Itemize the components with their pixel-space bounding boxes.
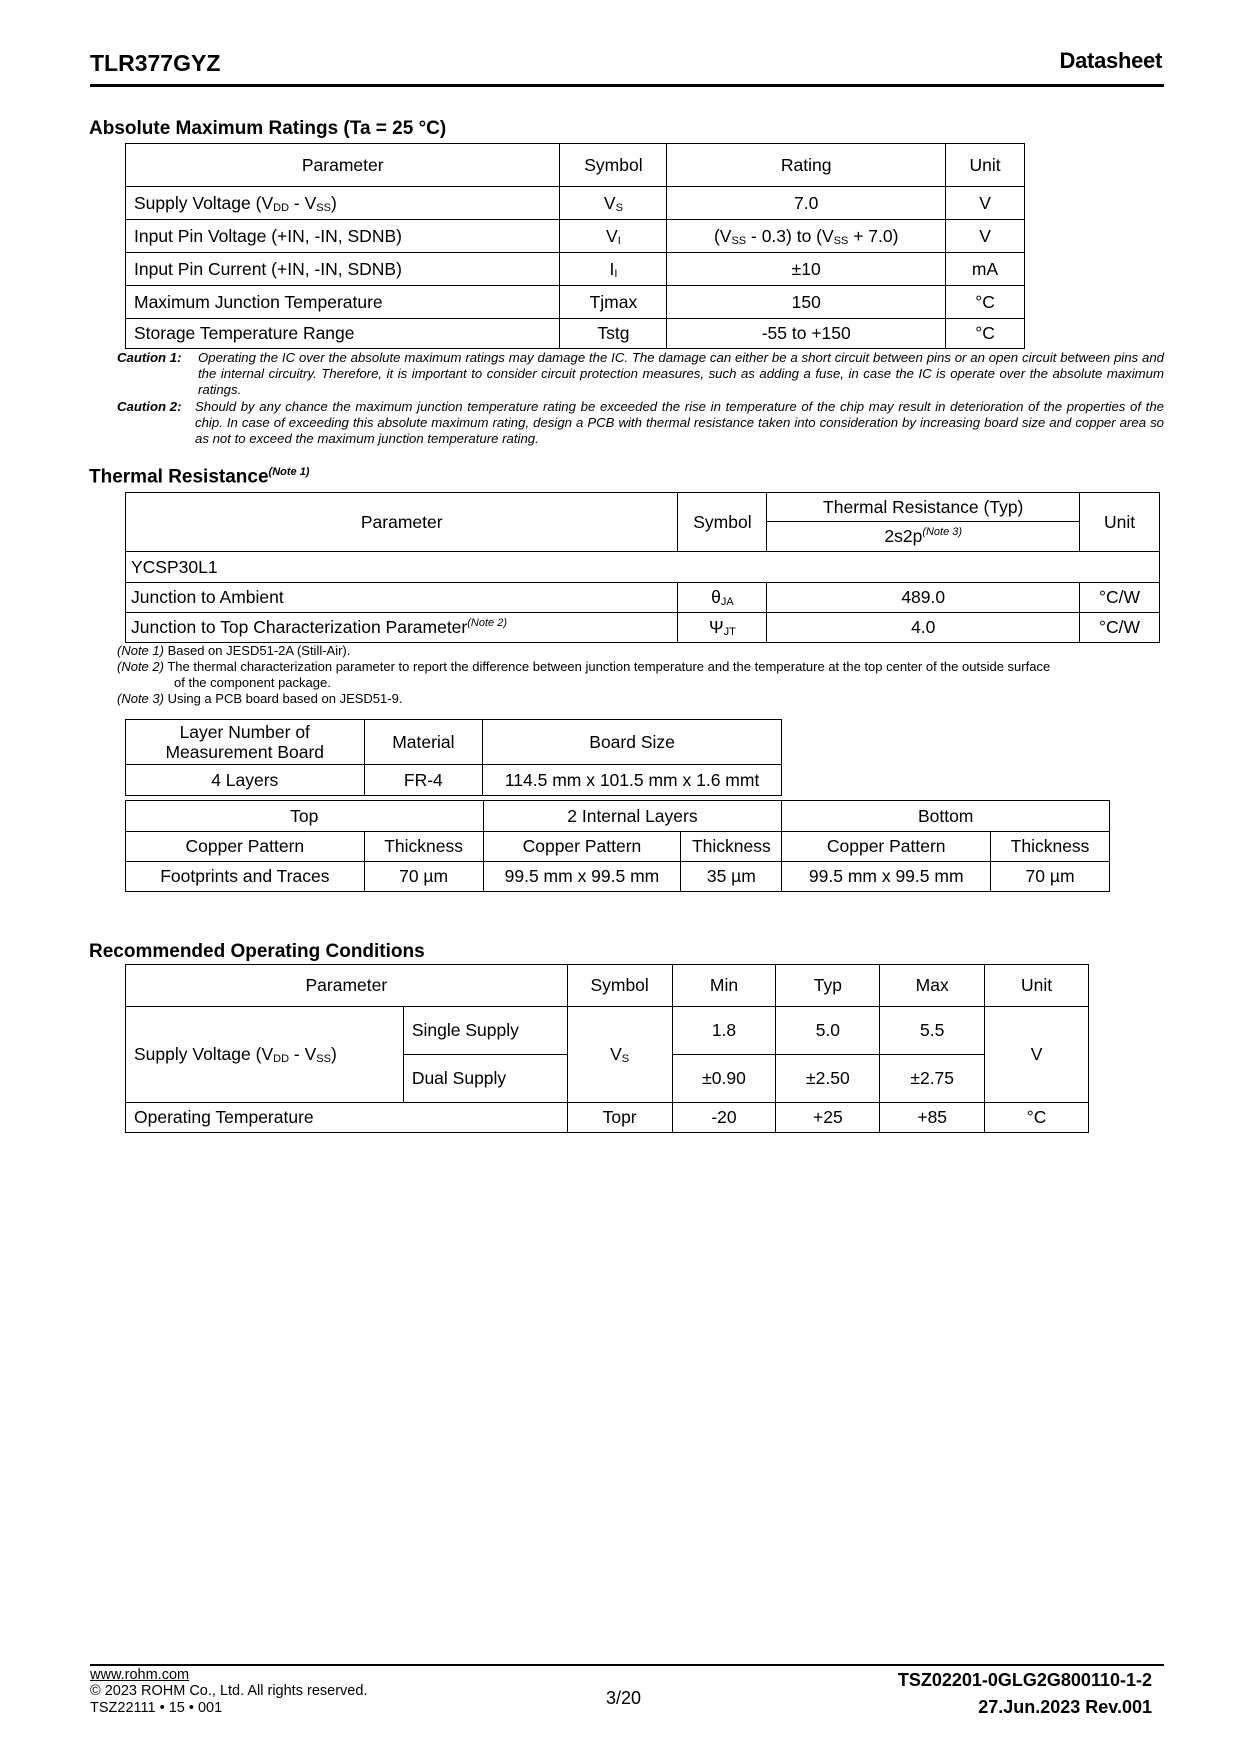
unit-cell: °C: [946, 319, 1025, 349]
symbol-cell: $\theta_{JA}$: [678, 583, 767, 613]
note-2-cont: of the component package.: [174, 675, 331, 690]
material-cell: FR-4: [364, 765, 483, 796]
group-header: Bottom: [782, 801, 1110, 832]
thermal-title: Thermal Resistance$^{(Note 1)}$: [89, 466, 310, 488]
max-cell: +85: [880, 1103, 985, 1133]
group-header: Top: [126, 801, 484, 832]
param-cell: Input Pin Current (+IN, -IN, SDNB): [126, 253, 560, 286]
col-header: Parameter: [126, 965, 568, 1007]
symbol-cell: Topr: [567, 1103, 672, 1133]
value-cell: 99.5 mm x 99.5 mm: [782, 862, 991, 892]
table-row: [126, 613, 1160, 643]
col-header: Min: [672, 965, 776, 1007]
table-header-row: [126, 832, 1110, 862]
symbol-cell: $V_I$: [560, 220, 667, 253]
symbol-cell: $I_I$: [560, 253, 667, 286]
min-cell: ±0.90: [672, 1055, 776, 1103]
symbol-cell: $\Psi_{JT}$: [678, 613, 767, 643]
value-cell: 35 µm: [681, 862, 782, 892]
rec-op-table: [125, 964, 1089, 1133]
abs-max-table: [125, 143, 1025, 349]
package-cell: YCSP30L1: [126, 552, 1160, 583]
value-cell: 70 µm: [991, 862, 1110, 892]
note-ref: (Note 1): [268, 466, 310, 478]
col-header: Parameter: [126, 144, 560, 187]
unit-cell: V: [985, 1007, 1089, 1103]
rating-cell: 7.0: [667, 187, 946, 220]
typ-cell: +25: [776, 1103, 880, 1133]
param-cell: Maximum Junction Temperature: [126, 286, 560, 319]
col-header: Unit: [1080, 493, 1160, 552]
col-header: Symbol: [567, 965, 672, 1007]
table-row: [126, 253, 1025, 286]
doc-code: TSZ22111 • 15 • 001: [90, 1700, 223, 1716]
col-header: Typ: [776, 965, 880, 1007]
col-header: Material: [364, 720, 483, 765]
unit-cell: °C: [985, 1103, 1089, 1133]
table-header-row: [126, 493, 1160, 522]
table-row: [126, 583, 1160, 613]
table-header-row: [126, 720, 782, 765]
rating-cell: -55 to +150: [667, 319, 946, 349]
col-header: Unit: [985, 965, 1089, 1007]
caution-text: Operating the IC over the absolute maximum ratings may damage the IC. The damage can either be a short circuit between pins or an open circuit between pins and the internal circuitry. Therefore, it is important to consider circuit protection measures, such as adding a fuse, in case the IC is operate over the absolute maximum ratings.: [198, 350, 1164, 397]
col-header: Layer Number of Measurement Board: [126, 720, 365, 765]
col-header: Symbol: [678, 493, 767, 552]
unit-cell: mA: [946, 253, 1025, 286]
layers-cell: 4 Layers: [126, 765, 365, 796]
typ-cell: 5.0: [776, 1007, 880, 1055]
table-row: [126, 1007, 1089, 1055]
max-cell: ±2.75: [880, 1055, 985, 1103]
website-link[interactable]: www.rohm.com: [90, 1667, 190, 1683]
col-header: Copper Pattern: [782, 832, 991, 862]
table-header-row: [126, 965, 1089, 1007]
rating-cell: ±10: [667, 253, 946, 286]
col-header: Symbol: [560, 144, 667, 187]
caution-text: Should by any chance the maximum junction temperature rating be exceeded the rise in temperature of the chip may result in deterioration of the properties of the chip. In case of exceeding this absolute maximum rating, design a PCB with thermal resistance taken into consideration by increasing board size and copper area so as not to exceed the maximum junction temperature rating.: [195, 399, 1164, 446]
part-number: TLR377GYZ: [90, 50, 221, 76]
max-cell: 5.5: [880, 1007, 985, 1055]
table-header-row: [126, 801, 1110, 832]
symbol-cell: Tstg: [560, 319, 667, 349]
typ-cell: ±2.50: [776, 1055, 880, 1103]
thermal-notes: [117, 643, 1164, 707]
copyright: © 2023 ROHM Co., Ltd. All rights reserved.: [90, 1683, 368, 1699]
param-cell: Supply Voltage $(V_{DD} - V_{SS})$: [126, 1007, 404, 1103]
doc-type: Datasheet: [1059, 48, 1162, 73]
unit-cell: °C: [946, 286, 1025, 319]
caution-2: [117, 399, 1164, 447]
table-row: [126, 552, 1160, 583]
note-3: (Note 3) Using a PCB board based on JESD51-9.: [117, 691, 403, 706]
param-cell: Operating Temperature: [126, 1103, 568, 1133]
date-revision: 27.Jun.2023 Rev.001: [978, 1697, 1152, 1717]
param-cell: Storage Temperature Range: [126, 319, 560, 349]
footer-divider: [90, 1664, 1164, 1666]
col-header: Thickness: [681, 832, 782, 862]
unit-cell: °C/W: [1080, 583, 1160, 613]
caution-1: [117, 350, 1164, 398]
min-cell: -20: [672, 1103, 776, 1133]
param-cell: Junction to Ambient: [126, 583, 678, 613]
symbol-cell: Tjmax: [560, 286, 667, 319]
layers-table: [125, 800, 1110, 892]
table-row: [126, 765, 782, 796]
header-divider: [90, 84, 1164, 87]
value-cell: 99.5 mm x 99.5 mm: [483, 862, 681, 892]
param-cell: Junction to Top Characterization Parameter$^{(Note 2)}$: [126, 613, 678, 643]
min-cell: 1.8: [672, 1007, 776, 1055]
col-subheader: $2s2p^{(Note 3)}$: [767, 522, 1080, 552]
table-header-row: [126, 144, 1025, 187]
symbol-cell: $V_S$: [567, 1007, 672, 1103]
table-row: [126, 319, 1025, 349]
caution-label: Caution 1:: [117, 350, 182, 365]
col-header-group: Thermal Resistance (Typ): [767, 493, 1080, 522]
doc-id: TSZ02201-0GLG2G800110-1-2: [897, 1670, 1152, 1690]
note-1: (Note 1) Based on JESD51-2A (Still-Air).: [117, 643, 351, 658]
unit-cell: °C/W: [1080, 613, 1160, 643]
table-row: [126, 187, 1025, 220]
unit-cell: V: [946, 220, 1025, 253]
note-2: (Note 2) The thermal characterization parameter to report the difference between junction temperature and the temperature at the top center of the outside surface: [117, 659, 1051, 674]
value-cell: 489.0: [767, 583, 1080, 613]
page-number: 3/20: [606, 1688, 642, 1708]
col-header: Unit: [946, 144, 1025, 187]
col-header: Thickness: [991, 832, 1110, 862]
abs-max-title: Absolute Maximum Ratings (Ta = 25 °C): [89, 118, 447, 139]
board-table: [125, 719, 782, 796]
board-size-cell: 114.5 mm x 101.5 mm x 1.6 mmt: [483, 765, 782, 796]
group-header: 2 Internal Layers: [483, 801, 782, 832]
value-cell: 70 µm: [364, 862, 483, 892]
table-row: [126, 286, 1025, 319]
caution-label: Caution 2:: [117, 399, 182, 414]
value-cell: 4.0: [767, 613, 1080, 643]
rating-cell: 150: [667, 286, 946, 319]
table-row: [126, 1103, 1089, 1133]
value-cell: Footprints and Traces: [126, 862, 365, 892]
col-header: Copper Pattern: [126, 832, 365, 862]
col-header: Max: [880, 965, 985, 1007]
thermal-table: [125, 492, 1160, 643]
subparam-cell: Single Supply: [403, 1007, 567, 1055]
col-header: Rating: [667, 144, 946, 187]
symbol-cell: $V_S$: [560, 187, 667, 220]
col-header: Board Size: [483, 720, 782, 765]
table-row: [126, 862, 1110, 892]
param-cell: Supply Voltage $(V_{DD} - V_{SS})$: [126, 187, 560, 220]
subparam-cell: Dual Supply: [403, 1055, 567, 1103]
rating-cell: $(V_{SS} - 0.3)$ to $(V_{SS} + 7.0)$: [667, 220, 946, 253]
col-header: Parameter: [126, 493, 678, 552]
col-header: Copper Pattern: [483, 832, 681, 862]
param-cell: Input Pin Voltage (+IN, -IN, SDNB): [126, 220, 560, 253]
rec-op-title: Recommended Operating Conditions: [89, 941, 425, 962]
unit-cell: V: [946, 187, 1025, 220]
table-row: [126, 220, 1025, 253]
col-header: Thickness: [364, 832, 483, 862]
